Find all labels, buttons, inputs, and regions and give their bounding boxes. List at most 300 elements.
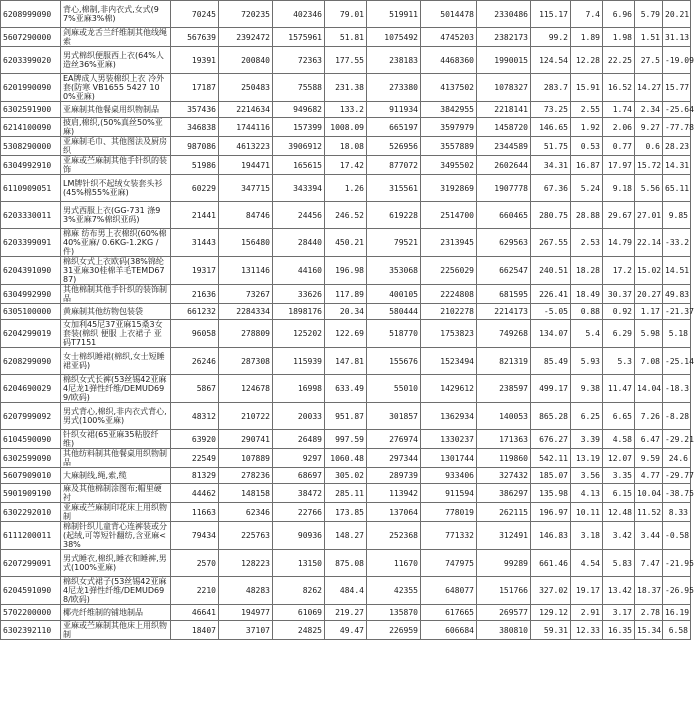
- value-cell: 7.4: [571, 1, 603, 28]
- value-cell: 1.89: [571, 28, 603, 47]
- product-name-cell: 黄麻制其他纺物包装袋: [61, 304, 171, 320]
- table-row: [1, 102, 691, 118]
- value-cell: 1075492: [367, 28, 421, 47]
- value-cell: 27.01: [635, 202, 663, 229]
- product-name-cell: 剑麻或龙舌兰纤维制其他线绳索: [61, 28, 171, 47]
- value-cell: 747975: [421, 550, 477, 577]
- value-cell: 59.31: [531, 621, 571, 640]
- value-cell: 65.11: [663, 175, 691, 202]
- value-cell: 875.08: [325, 550, 367, 577]
- value-cell: 18.37: [635, 577, 663, 605]
- product-name-cell: 亚麻或苎麻制其他手针织的装饰: [61, 156, 171, 175]
- value-cell: 2.53: [571, 229, 603, 257]
- value-cell: 16.87: [571, 156, 603, 175]
- value-cell: 1907778: [477, 175, 531, 202]
- hs-code-cell: 6305100000: [1, 304, 61, 320]
- value-cell: 1898176: [273, 304, 325, 320]
- value-cell: 3.17: [603, 605, 635, 621]
- value-cell: 357436: [171, 102, 219, 118]
- value-cell: 10.04: [635, 484, 663, 503]
- value-cell: 3495502: [421, 156, 477, 175]
- value-cell: 15.02: [635, 257, 663, 285]
- product-name-cell: 棉织女式裙子(53丝锡42亚麻4尼龙1弹性纤维/DEMUD698/欧码): [61, 577, 171, 605]
- value-cell: 2224808: [421, 285, 477, 304]
- value-cell: 28.23: [663, 137, 691, 156]
- value-cell: 196.98: [325, 257, 367, 285]
- value-cell: 6.25: [571, 403, 603, 430]
- value-cell: 353068: [367, 257, 421, 285]
- value-cell: 14.04: [635, 375, 663, 403]
- value-cell: 171363: [477, 430, 531, 449]
- value-cell: 4.77: [635, 468, 663, 484]
- value-cell: 72363: [273, 47, 325, 74]
- value-cell: 5.83: [603, 550, 635, 577]
- value-cell: 135870: [367, 605, 421, 621]
- product-name-cell: 背心,棉制,非内衣式,女式(97%亚麻3%棉): [61, 1, 171, 28]
- value-cell: 289739: [367, 468, 421, 484]
- value-cell: 327.02: [531, 577, 571, 605]
- hs-code-cell: 6110909051: [1, 175, 61, 202]
- value-cell: 63920: [171, 430, 219, 449]
- value-cell: 11.52: [635, 503, 663, 522]
- value-cell: -18.3: [663, 375, 691, 403]
- value-cell: 131146: [219, 257, 273, 285]
- value-cell: 297344: [367, 449, 421, 468]
- value-cell: 210722: [219, 403, 273, 430]
- value-cell: 933406: [421, 468, 477, 484]
- value-cell: 305.02: [325, 468, 367, 484]
- value-cell: 73.25: [531, 102, 571, 118]
- value-cell: 2.55: [571, 102, 603, 118]
- value-cell: 11.47: [603, 375, 635, 403]
- value-cell: 4.54: [571, 550, 603, 577]
- value-cell: 165615: [273, 156, 325, 175]
- value-cell: 133.2: [325, 102, 367, 118]
- value-cell: 79521: [367, 229, 421, 257]
- value-cell: 6.96: [603, 1, 635, 28]
- value-cell: 2256029: [421, 257, 477, 285]
- table-row: [1, 375, 691, 403]
- table-row: [1, 118, 691, 137]
- value-cell: 148158: [219, 484, 273, 503]
- hs-code-cell: 6302591900: [1, 102, 61, 118]
- value-cell: 648077: [421, 577, 477, 605]
- value-cell: 13.42: [603, 577, 635, 605]
- value-cell: 51.75: [531, 137, 571, 156]
- value-cell: 5867: [171, 375, 219, 403]
- product-name-cell: 男式棉织便服西上衣(64%人造丝36%亚麻): [61, 47, 171, 74]
- value-cell: 31.13: [663, 28, 691, 47]
- value-cell: 301857: [367, 403, 421, 430]
- value-cell: 6.15: [603, 484, 635, 503]
- table-row: [1, 156, 691, 175]
- value-cell: 8262: [273, 577, 325, 605]
- value-cell: 720235: [219, 1, 273, 28]
- value-cell: 73267: [219, 285, 273, 304]
- value-cell: 115939: [273, 348, 325, 375]
- value-cell: 911594: [421, 484, 477, 503]
- value-cell: 278809: [219, 320, 273, 348]
- hs-code-cell: 5901909190: [1, 484, 61, 503]
- value-cell: 79434: [171, 522, 219, 550]
- hs-code-cell: 6204591090: [1, 577, 61, 605]
- value-cell: 2313945: [421, 229, 477, 257]
- value-cell: 327432: [477, 468, 531, 484]
- value-cell: 156480: [219, 229, 273, 257]
- value-cell: 22.14: [635, 229, 663, 257]
- value-cell: 48312: [171, 403, 219, 430]
- value-cell: 137064: [367, 503, 421, 522]
- value-cell: 157399: [273, 118, 325, 137]
- value-cell: 135.98: [531, 484, 571, 503]
- value-cell: 269577: [477, 605, 531, 621]
- value-cell: 267.55: [531, 229, 571, 257]
- value-cell: 24.6: [663, 449, 691, 468]
- value-cell: 20.34: [325, 304, 367, 320]
- table-row: [1, 229, 691, 257]
- table-row: [1, 503, 691, 522]
- value-cell: 4613223: [219, 137, 273, 156]
- value-cell: 246.52: [325, 202, 367, 229]
- product-name-cell: LM牌针织不起绒女装套头衫(45%棉55%亚麻): [61, 175, 171, 202]
- value-cell: 62346: [219, 503, 273, 522]
- value-cell: -21.37: [663, 304, 691, 320]
- value-cell: 19.17: [571, 577, 603, 605]
- value-cell: 6.65: [603, 403, 635, 430]
- value-cell: -19.09: [663, 47, 691, 74]
- value-cell: -8.28: [663, 403, 691, 430]
- value-cell: 3.42: [603, 522, 635, 550]
- product-name-cell: 亚麻或苎麻制其他床上用织物制: [61, 621, 171, 640]
- value-cell: 1575961: [273, 28, 325, 47]
- value-cell: 771332: [421, 522, 477, 550]
- value-cell: 250483: [219, 74, 273, 102]
- value-cell: -21.95: [663, 550, 691, 577]
- value-cell: 0.77: [603, 137, 635, 156]
- hs-code-cell: 6204299019: [1, 320, 61, 348]
- value-cell: 283.7: [531, 74, 571, 102]
- value-cell: 662547: [477, 257, 531, 285]
- value-cell: 15.91: [571, 74, 603, 102]
- value-cell: 1458720: [477, 118, 531, 137]
- value-cell: 15.34: [635, 621, 663, 640]
- value-cell: 124678: [219, 375, 273, 403]
- value-cell: 2284334: [219, 304, 273, 320]
- value-cell: 26246: [171, 348, 219, 375]
- table-row: [1, 320, 691, 348]
- value-cell: 9.18: [603, 175, 635, 202]
- hs-code-cell: 6304992910: [1, 156, 61, 175]
- value-cell: 9.27: [635, 118, 663, 137]
- value-cell: 661232: [171, 304, 219, 320]
- value-cell: 28440: [273, 229, 325, 257]
- value-cell: 146.65: [531, 118, 571, 137]
- value-cell: 951.87: [325, 403, 367, 430]
- value-cell: 22.25: [603, 47, 635, 74]
- value-cell: 11670: [367, 550, 421, 577]
- hs-code-cell: 6302392110: [1, 621, 61, 640]
- hs-code-cell: 6207299091: [1, 550, 61, 577]
- value-cell: 3.56: [571, 468, 603, 484]
- value-cell: 9.85: [663, 202, 691, 229]
- product-name-cell: 棉织女式上衣欧码(38%锦纶31亚麻30桂棉羊毛TEMD6787): [61, 257, 171, 285]
- value-cell: 22549: [171, 449, 219, 468]
- value-cell: 9.38: [571, 375, 603, 403]
- value-cell: 542.11: [531, 449, 571, 468]
- value-cell: 2.06: [603, 118, 635, 137]
- value-cell: 7.26: [635, 403, 663, 430]
- value-cell: 18407: [171, 621, 219, 640]
- value-cell: 140053: [477, 403, 531, 430]
- value-cell: 79.01: [325, 1, 367, 28]
- value-cell: 580444: [367, 304, 421, 320]
- table-row: [1, 202, 691, 229]
- value-cell: 1.98: [603, 28, 635, 47]
- value-cell: 273380: [367, 74, 421, 102]
- value-cell: 20033: [273, 403, 325, 430]
- value-cell: 84746: [219, 202, 273, 229]
- hs-code-cell: 6208999090: [1, 1, 61, 28]
- value-cell: 27.5: [635, 47, 663, 74]
- table-row: [1, 175, 691, 202]
- table-row: [1, 74, 691, 102]
- hs-code-cell: 6201990090: [1, 74, 61, 102]
- value-cell: 7.47: [635, 550, 663, 577]
- product-name-cell: 女加利45尼37亚麻15桑3女套装(棉织 便服 上衣裙子 亚码T7151: [61, 320, 171, 348]
- value-cell: 5.24: [571, 175, 603, 202]
- product-name-cell: 男式西服上衣(GG-731 涤93%亚麻7%棉织亚码): [61, 202, 171, 229]
- value-cell: 4137502: [421, 74, 477, 102]
- table-row: [1, 577, 691, 605]
- value-cell: 343394: [273, 175, 325, 202]
- table-row: [1, 137, 691, 156]
- product-name-cell: 棉制针织儿童背心连裤装或分(起绒,可等短针翻纺,含亚麻<38%: [61, 522, 171, 550]
- value-cell: 6.29: [603, 320, 635, 348]
- value-cell: 3.35: [603, 468, 635, 484]
- hs-code-cell: 6208299090: [1, 348, 61, 375]
- value-cell: 619228: [367, 202, 421, 229]
- value-cell: 865.28: [531, 403, 571, 430]
- value-cell: 1078327: [477, 74, 531, 102]
- product-name-cell: 男式睡衣,棉织,睡衣和睡裤,男式(100%亚麻): [61, 550, 171, 577]
- value-cell: 9297: [273, 449, 325, 468]
- table-body: [1, 1, 694, 640]
- value-cell: 67.36: [531, 175, 571, 202]
- value-cell: 4468360: [421, 47, 477, 74]
- value-cell: 38472: [273, 484, 325, 503]
- value-cell: 238597: [477, 375, 531, 403]
- value-cell: 226.41: [531, 285, 571, 304]
- value-cell: 778019: [421, 503, 477, 522]
- value-cell: 68697: [273, 468, 325, 484]
- hs-code-cell: 6203399020: [1, 47, 61, 74]
- table-row: [1, 47, 691, 74]
- value-cell: 386297: [477, 484, 531, 503]
- table-row: [1, 430, 691, 449]
- value-cell: 16.35: [603, 621, 635, 640]
- value-cell: 240.51: [531, 257, 571, 285]
- value-cell: 681595: [477, 285, 531, 304]
- value-cell: 400105: [367, 285, 421, 304]
- value-cell: 285.11: [325, 484, 367, 503]
- value-cell: 119860: [477, 449, 531, 468]
- value-cell: 252368: [367, 522, 421, 550]
- value-cell: 661.46: [531, 550, 571, 577]
- value-cell: 1.51: [635, 28, 663, 47]
- hs-code-cell: 6111200011: [1, 522, 61, 550]
- table-row: [1, 468, 691, 484]
- value-cell: 4.58: [603, 430, 635, 449]
- value-cell: 16.52: [603, 74, 635, 102]
- value-cell: 44462: [171, 484, 219, 503]
- table-row: [1, 621, 691, 640]
- product-name-cell: 椰壳纤维制的铺地制品: [61, 605, 171, 621]
- hs-code-cell: 5607909010: [1, 468, 61, 484]
- value-cell: 450.21: [325, 229, 367, 257]
- value-cell: 55010: [367, 375, 421, 403]
- value-cell: 1.17: [635, 304, 663, 320]
- value-cell: 997.59: [325, 430, 367, 449]
- value-cell: 44160: [273, 257, 325, 285]
- value-cell: 185.07: [531, 468, 571, 484]
- value-cell: 1301744: [421, 449, 477, 468]
- value-cell: 75588: [273, 74, 325, 102]
- table-row: [1, 550, 691, 577]
- table-row: [1, 257, 691, 285]
- hs-code-cell: 6204690029: [1, 375, 61, 403]
- value-cell: 96058: [171, 320, 219, 348]
- value-cell: 347715: [219, 175, 273, 202]
- value-cell: 5.56: [635, 175, 663, 202]
- value-cell: 238183: [367, 47, 421, 74]
- value-cell: -5.05: [531, 304, 571, 320]
- value-cell: 51986: [171, 156, 219, 175]
- product-name-cell: 棉织女式长裤(53丝锡42亚麻4尼龙1弹性纤维/DEMUD699/欧码): [61, 375, 171, 403]
- hs-code-cell: 6302292010: [1, 503, 61, 522]
- value-cell: 5.79: [635, 1, 663, 28]
- value-cell: 12.07: [603, 449, 635, 468]
- value-cell: 37107: [219, 621, 273, 640]
- value-cell: 15.72: [635, 156, 663, 175]
- value-cell: 128223: [219, 550, 273, 577]
- value-cell: 219.27: [325, 605, 367, 621]
- value-cell: 402346: [273, 1, 325, 28]
- hs-code-cell: 6302599090: [1, 449, 61, 468]
- value-cell: 1523494: [421, 348, 477, 375]
- value-cell: 155676: [367, 348, 421, 375]
- value-cell: 2330486: [477, 1, 531, 28]
- value-cell: 14.51: [663, 257, 691, 285]
- value-cell: 312491: [477, 522, 531, 550]
- value-cell: 1060.48: [325, 449, 367, 468]
- value-cell: 617665: [421, 605, 477, 621]
- hs-code-cell: 6207999092: [1, 403, 61, 430]
- value-cell: 2.78: [635, 605, 663, 621]
- value-cell: 1429612: [421, 375, 477, 403]
- value-cell: 12.28: [571, 47, 603, 74]
- value-cell: 20.27: [635, 285, 663, 304]
- product-name-cell: EA牌成人男装棉织上衣 冷外套(防寒 VB1655 5427 100%亚麻): [61, 74, 171, 102]
- value-cell: -38.75: [663, 484, 691, 503]
- value-cell: 18.28: [571, 257, 603, 285]
- hs-code-cell: 6203330011: [1, 202, 61, 229]
- value-cell: 526956: [367, 137, 421, 156]
- value-cell: 633.49: [325, 375, 367, 403]
- hs-code-cell: 6214100090: [1, 118, 61, 137]
- value-cell: 380810: [477, 621, 531, 640]
- value-cell: 6.47: [635, 430, 663, 449]
- value-cell: -29.77: [663, 468, 691, 484]
- hs-code-cell: 6204391090: [1, 257, 61, 285]
- value-cell: 1330237: [421, 430, 477, 449]
- value-cell: 17.97: [603, 156, 635, 175]
- table-row: [1, 348, 691, 375]
- value-cell: 18.08: [325, 137, 367, 156]
- value-cell: 5.18: [663, 320, 691, 348]
- value-cell: 46641: [171, 605, 219, 621]
- value-cell: 1990015: [477, 47, 531, 74]
- value-cell: 1.26: [325, 175, 367, 202]
- value-cell: 85.49: [531, 348, 571, 375]
- value-cell: 2344589: [477, 137, 531, 156]
- value-cell: 315561: [367, 175, 421, 202]
- product-name-cell: 亚麻制其他餐桌用织物制品: [61, 102, 171, 118]
- value-cell: 14.27: [635, 74, 663, 102]
- value-cell: 2382173: [477, 28, 531, 47]
- value-cell: 567639: [171, 28, 219, 47]
- value-cell: 18.49: [571, 285, 603, 304]
- value-cell: 2218141: [477, 102, 531, 118]
- value-cell: 1.74: [603, 102, 635, 118]
- value-cell: 10.11: [571, 503, 603, 522]
- value-cell: 2602644: [477, 156, 531, 175]
- value-cell: 49.83: [663, 285, 691, 304]
- product-name-cell: 棉麻 纺布男上衣棉织(60%棉40%亚麻/ 0.6KG-1.2KG /件): [61, 229, 171, 257]
- value-cell: 3597979: [421, 118, 477, 137]
- value-cell: 99289: [477, 550, 531, 577]
- value-cell: -0.58: [663, 522, 691, 550]
- value-cell: 70245: [171, 1, 219, 28]
- value-cell: 26489: [273, 430, 325, 449]
- value-cell: 16.19: [663, 605, 691, 621]
- value-cell: 287308: [219, 348, 273, 375]
- value-cell: 125202: [273, 320, 325, 348]
- value-cell: 17187: [171, 74, 219, 102]
- value-cell: 262115: [477, 503, 531, 522]
- value-cell: 0.92: [603, 304, 635, 320]
- value-cell: 200840: [219, 47, 273, 74]
- value-cell: 5.93: [571, 348, 603, 375]
- value-cell: 42355: [367, 577, 421, 605]
- product-name-cell: 亚麻制毛巾、其他图法及厨房织: [61, 137, 171, 156]
- value-cell: 194977: [219, 605, 273, 621]
- value-cell: 9.59: [635, 449, 663, 468]
- value-cell: 0.88: [571, 304, 603, 320]
- value-cell: 21636: [171, 285, 219, 304]
- value-cell: -33.2: [663, 229, 691, 257]
- value-cell: 31443: [171, 229, 219, 257]
- value-cell: 4745203: [421, 28, 477, 47]
- value-cell: -29.21: [663, 430, 691, 449]
- value-cell: 177.55: [325, 47, 367, 74]
- value-cell: 484.4: [325, 577, 367, 605]
- value-cell: 81329: [171, 468, 219, 484]
- value-cell: 5.3: [603, 348, 635, 375]
- product-name-cell: 大麻制线,绳,索,缆: [61, 468, 171, 484]
- value-cell: 2514700: [421, 202, 477, 229]
- product-name-cell: 女士棉织睡裙(棉织,女士短睡裙亚码): [61, 348, 171, 375]
- value-cell: 2214173: [477, 304, 531, 320]
